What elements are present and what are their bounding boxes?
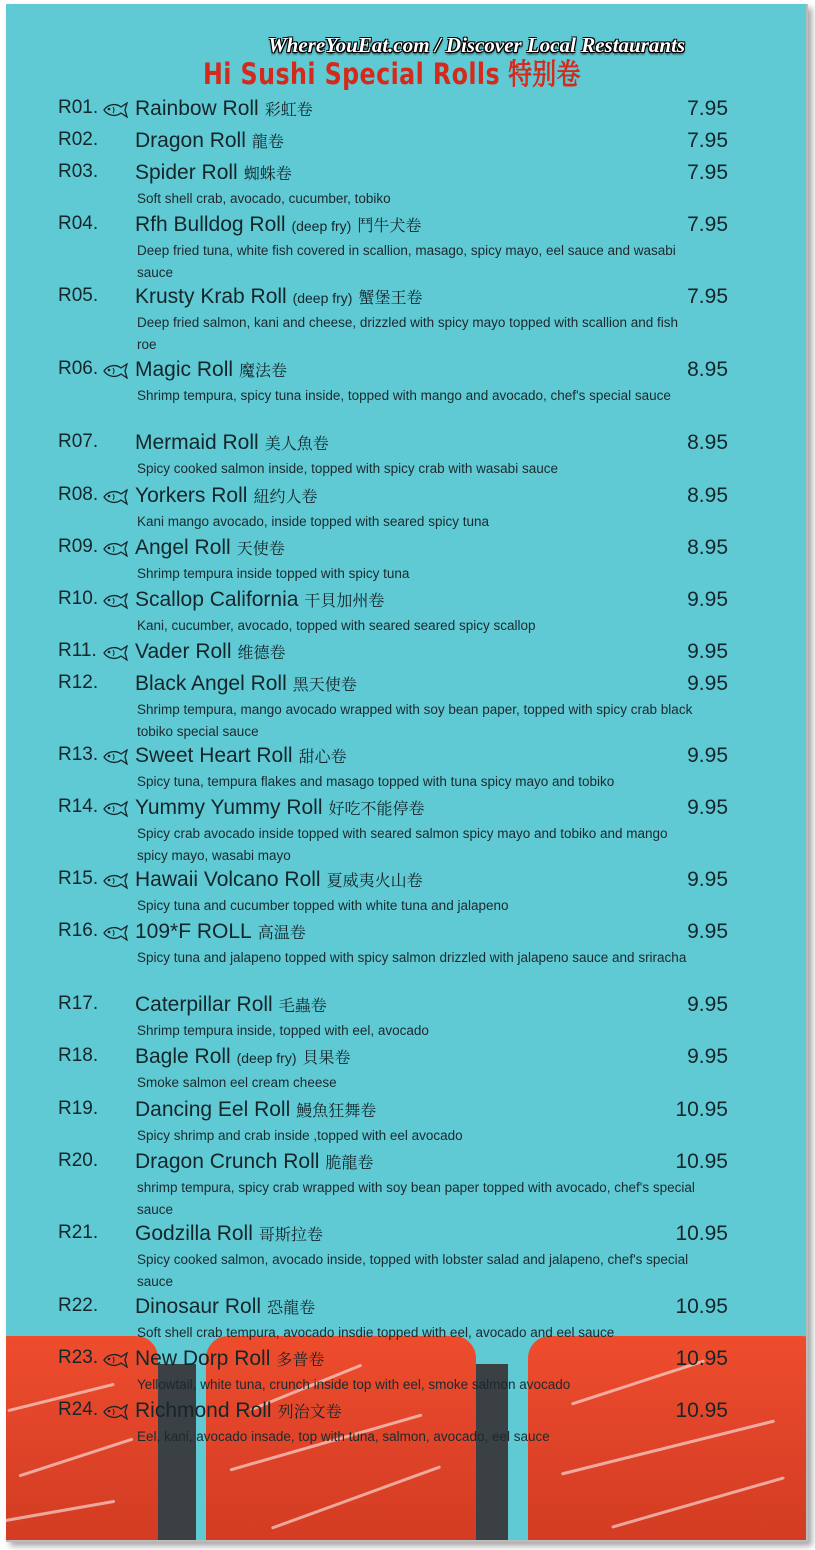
item-name-chinese: 夏威夷火山卷 xyxy=(326,871,423,890)
item-name-chinese: 甜心卷 xyxy=(298,747,347,766)
item-name-text: New Dorp Roll xyxy=(135,1347,271,1370)
item-code: R05. xyxy=(58,285,99,306)
item-code: R01. xyxy=(58,97,99,118)
item-description: Smoke salmon eel cream cheese xyxy=(137,1075,337,1090)
watermark: WhereYouEat.com / Discover Local Restaurants xyxy=(268,33,686,57)
item-name-text: Sweet Heart Roll xyxy=(135,744,293,767)
item-price: 10.95 xyxy=(675,1098,728,1121)
item-price: 8.95 xyxy=(687,484,728,507)
fish-icon xyxy=(102,801,128,821)
item-name xyxy=(135,1098,376,1122)
item-price: 9.95 xyxy=(687,672,728,695)
item-price: 7.95 xyxy=(687,129,728,152)
item-name xyxy=(135,1045,351,1069)
item-description: Spicy tuna and jalapeno topped with spicy salmon drizzled with jalapeno sauce and sriracha xyxy=(137,950,687,965)
item-code: R03. xyxy=(58,161,99,182)
item-name-text: 109*F ROLL xyxy=(135,920,252,943)
item-name-chinese: 龍卷 xyxy=(251,132,284,151)
item-name-text: Richmond Roll xyxy=(135,1399,272,1422)
item-name-text: Dragon Roll xyxy=(135,129,246,152)
item-price: 7.95 xyxy=(687,161,728,184)
item-name xyxy=(135,796,425,820)
item-price: 9.95 xyxy=(687,920,728,943)
item-name xyxy=(135,744,347,768)
item-name-chinese: 高温卷 xyxy=(257,923,306,942)
item-name-chinese: 彩虹卷 xyxy=(264,100,313,119)
item-name xyxy=(135,97,313,121)
item-price: 9.95 xyxy=(687,744,728,767)
fish-icon xyxy=(102,363,128,383)
item-name xyxy=(135,920,306,944)
item-name-text: Yummy Yummy Roll xyxy=(135,796,323,819)
item-description: Deep fried salmon, kani and cheese, drizzled with spicy mayo topped with scallion and fish roe xyxy=(137,315,679,352)
fish-icon xyxy=(102,873,128,893)
fish-icon xyxy=(102,1404,128,1424)
item-description: Spicy tuna and cucumber topped with white tuna and jalapeno xyxy=(137,898,509,913)
item-code: R15. xyxy=(58,868,99,889)
item-price: 10.95 xyxy=(675,1399,728,1422)
item-name-chinese: 黑天使卷 xyxy=(292,675,357,694)
item-name-text: Dancing Eel Roll xyxy=(135,1098,291,1121)
item-price: 9.95 xyxy=(687,1045,728,1068)
item-name-chinese: 多普卷 xyxy=(276,1350,325,1369)
item-name-text: Magic Roll xyxy=(135,358,234,381)
title-english: Hi Sushi Special Rolls xyxy=(203,57,501,91)
item-name-text: Godzilla Roll xyxy=(135,1222,253,1245)
item-price: 9.95 xyxy=(687,640,728,663)
item-name-text: Spider Roll xyxy=(135,161,238,184)
item-name-chinese: 毛蟲卷 xyxy=(278,996,327,1015)
fish-icon xyxy=(102,489,128,509)
item-price: 9.95 xyxy=(687,588,728,611)
item-code: R11. xyxy=(58,640,97,661)
item-name xyxy=(135,484,317,508)
item-code: R14. xyxy=(58,796,99,817)
item-description: shrimp tempura, spicy crab wrapped with soy bean paper topped with avocado, chef's special sauce xyxy=(137,1180,695,1217)
item-price: 7.95 xyxy=(687,213,728,236)
item-description: Shrimp tempura, spicy tuna inside, topped with mango and avocado, chef's special sauce xyxy=(137,388,671,403)
item-code: R06. xyxy=(58,358,99,379)
item-description: Kani, cucumber, avocado, topped with seared seared spicy scallop xyxy=(137,618,536,633)
item-name-chinese: 美人魚卷 xyxy=(264,434,329,453)
item-name xyxy=(135,129,284,153)
item-name-chinese: 干貝加州卷 xyxy=(304,591,385,610)
item-name-chinese: 天使卷 xyxy=(236,539,285,558)
item-description: Soft shell crab tempura, avocado insdie topped with eel, avocado and eel sauce xyxy=(137,1325,615,1340)
item-note: (deep fry) xyxy=(236,1050,297,1066)
item-description: Spicy shrimp and crab inside ,topped with eel avocado xyxy=(137,1128,463,1143)
item-description: Spicy cooked salmon inside, topped with spicy crab with wasabi sauce xyxy=(137,461,558,476)
item-name xyxy=(135,285,423,309)
item-name-chinese: 好吃不能停卷 xyxy=(328,799,425,818)
item-name-chinese: 恐龍卷 xyxy=(267,1298,316,1317)
item-name-text: Vader Roll xyxy=(135,640,232,663)
item-name-chinese: 貝果卷 xyxy=(302,1048,351,1067)
item-description: Deep fried tuna, white fish covered in scallion, masago, spicy mayo, eel sauce and wasabi sauce xyxy=(137,243,676,280)
item-name-chinese: 蟹堡王卷 xyxy=(358,288,423,307)
fish-icon xyxy=(102,749,128,769)
item-price: 8.95 xyxy=(687,536,728,559)
item-price: 10.95 xyxy=(675,1347,728,1370)
item-code: R17. xyxy=(58,993,99,1014)
item-price: 8.95 xyxy=(687,431,728,454)
fish-icon xyxy=(102,925,128,945)
item-name-chinese: 魔法卷 xyxy=(239,361,288,380)
item-note: (deep fry) xyxy=(292,290,353,306)
item-name xyxy=(135,993,327,1017)
item-price: 7.95 xyxy=(687,285,728,308)
item-code: R18. xyxy=(58,1045,99,1066)
item-code: R09. xyxy=(58,536,99,557)
item-code: R04. xyxy=(58,213,99,234)
item-price: 10.95 xyxy=(675,1222,728,1245)
item-name-text: Hawaii Volcano Roll xyxy=(135,868,321,891)
item-code: R19. xyxy=(58,1098,99,1119)
item-code: R16. xyxy=(58,920,99,941)
menu-page xyxy=(6,4,808,1542)
item-name xyxy=(135,431,329,455)
item-name-text: Black Angel Roll xyxy=(135,672,287,695)
item-price: 9.95 xyxy=(687,993,728,1016)
item-name-text: Dinosaur Roll xyxy=(135,1295,262,1318)
item-description: Shrimp tempura inside, topped with eel, avocado xyxy=(137,1023,429,1038)
item-description: Kani mango avocado, inside topped with seared spicy tuna xyxy=(137,514,489,529)
item-name xyxy=(135,868,423,892)
item-name xyxy=(135,161,292,185)
fish-icon xyxy=(102,1352,128,1372)
item-code: R02. xyxy=(58,129,99,150)
item-description: Spicy tuna, tempura flakes and masago topped with tuna spicy mayo and tobiko xyxy=(137,774,615,789)
fish-icon xyxy=(102,645,128,665)
item-description: Spicy cooked salmon, avocado inside, topped with lobster salad and jalapeno, chef's special sauce xyxy=(137,1252,689,1289)
item-code: R22. xyxy=(58,1295,99,1316)
item-name-text: Angel Roll xyxy=(135,536,231,559)
item-price: 10.95 xyxy=(675,1150,728,1173)
item-code: R10. xyxy=(58,588,99,609)
fish-icon xyxy=(102,541,128,561)
item-name xyxy=(135,588,384,612)
item-price: 9.95 xyxy=(687,796,728,819)
item-code: R08. xyxy=(58,484,99,505)
item-price: 10.95 xyxy=(675,1295,728,1318)
item-code: R21. xyxy=(58,1222,99,1243)
item-description: Yellowtail, white tuna, crunch inside top with eel, smoke salmon avocado xyxy=(137,1377,571,1392)
item-code: R07. xyxy=(58,431,99,452)
item-name-text: Rfh Bulldog Roll xyxy=(135,213,286,236)
item-note: (deep fry) xyxy=(291,218,352,234)
item-description: Spicy crab avocado inside topped with seared salmon spicy mayo and tobiko and mango spicy mayo, wasabi mayo xyxy=(137,826,668,863)
page-title xyxy=(203,52,581,93)
item-name xyxy=(135,536,285,560)
item-name-chinese: 鬥牛犬卷 xyxy=(357,216,422,235)
item-name-chinese: 列治文卷 xyxy=(277,1402,342,1421)
item-description: Shrimp tempura, mango avocado wrapped with soy bean paper, topped with spicy crab black tobiko special sauce xyxy=(137,702,693,739)
fish-icon xyxy=(102,102,128,122)
item-name xyxy=(135,1150,373,1174)
item-name xyxy=(135,358,287,382)
item-name-chinese: 鰻魚狂舞卷 xyxy=(296,1101,377,1120)
item-name-chinese: 紐约人卷 xyxy=(253,487,318,506)
title-chinese: 特别卷 xyxy=(508,57,581,91)
item-price: 8.95 xyxy=(687,358,728,381)
item-name-text: Dragon Crunch Roll xyxy=(135,1150,320,1173)
item-price: 9.95 xyxy=(687,868,728,891)
item-code: R24. xyxy=(58,1399,99,1420)
item-name-text: Yorkers Roll xyxy=(135,484,248,507)
item-name-chinese: 哥斯拉卷 xyxy=(258,1225,323,1244)
item-description: Eel, kani, avocado insade, top with tuna, salmon, avocado, eel sauce xyxy=(137,1429,550,1444)
item-name-text: Scallop California xyxy=(135,588,299,611)
item-name xyxy=(135,1399,342,1423)
item-name-chinese: 脆龍卷 xyxy=(325,1153,374,1172)
item-name xyxy=(135,213,421,237)
item-name-text: Rainbow Roll xyxy=(135,97,259,120)
item-description: Soft shell crab, avocado, cucumber, tobiko xyxy=(137,191,391,206)
item-code: R20. xyxy=(58,1150,99,1171)
item-name-text: Krusty Krab Roll xyxy=(135,285,287,308)
item-name xyxy=(135,1347,324,1371)
item-name-text: Mermaid Roll xyxy=(135,431,259,454)
fish-icon xyxy=(102,593,128,613)
item-code: R23. xyxy=(58,1347,99,1368)
item-name-text: Caterpillar Roll xyxy=(135,993,273,1016)
item-name xyxy=(135,1222,323,1246)
item-price: 7.95 xyxy=(687,97,728,120)
item-code: R12. xyxy=(58,672,99,693)
item-name xyxy=(135,672,357,696)
item-name-chinese: 维德卷 xyxy=(237,643,286,662)
item-name xyxy=(135,640,286,664)
item-description: Shrimp tempura inside topped with spicy tuna xyxy=(137,566,410,581)
item-name xyxy=(135,1295,315,1319)
item-name-chinese: 蜘蛛卷 xyxy=(243,164,292,183)
item-code: R13. xyxy=(58,744,99,765)
item-name-text: Bagle Roll xyxy=(135,1045,231,1068)
